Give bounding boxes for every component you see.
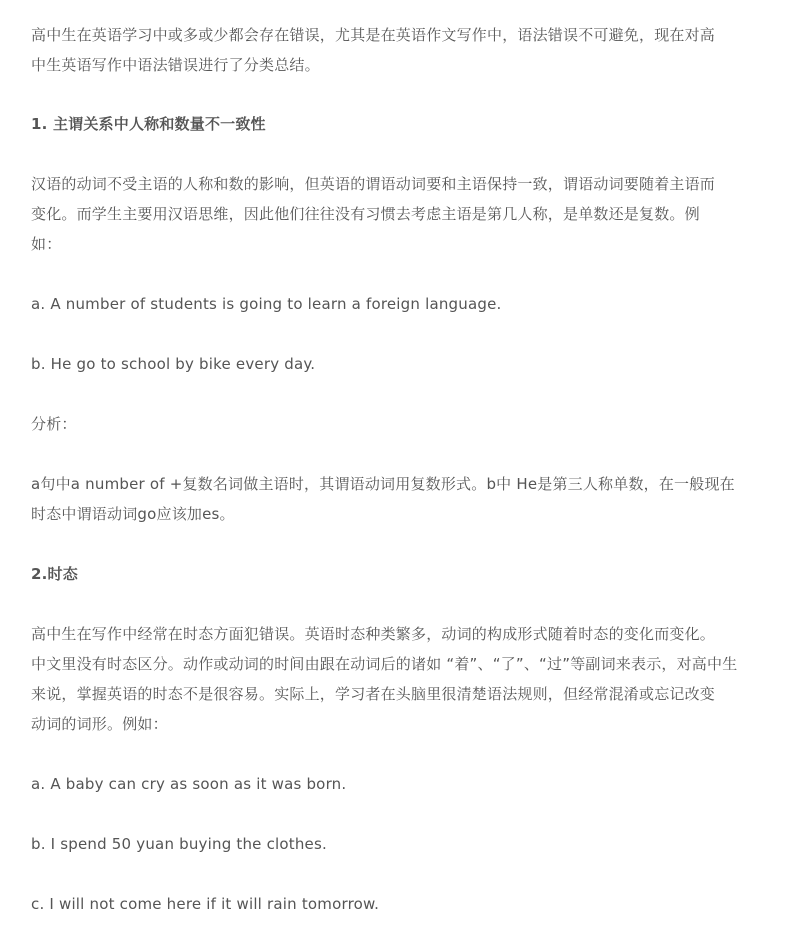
analysis-line: a句中a number of +复数名词做主语时，其谓语动词用复数形式。b中 He是第三人称单数，在一般现在 — [31, 475, 735, 493]
section-1-example-a: a. A number of students is going to learn a foreign language. — [31, 295, 502, 313]
section-2-heading: 2.时态 — [31, 565, 78, 583]
explanation-line: 来说，掌握英语的时态不是很容易。实际上，学习者在头脑里很清楚语法规则，但经常混淆或忘记改变 — [31, 685, 716, 703]
section-2-example-c: c. I will not come here if it will rain tomorrow. — [31, 895, 380, 913]
intro-paragraph — [31, 20, 761, 80]
explanation-line: 如： — [31, 235, 62, 253]
explanation-line: 高中生在写作中经常在时态方面犯错误。英语时态种类繁多，动词的构成形式随着时态的变化而变化。 — [31, 625, 716, 643]
explanation-line: 动词的词形。例如： — [31, 715, 168, 733]
intro-line: 中生英语写作中语法错误进行了分类总结。 — [31, 56, 320, 74]
section-1-heading: 1. 主谓关系中人称和数量不一致性 — [31, 115, 266, 133]
section-1-analysis — [31, 469, 761, 529]
section-2-example-a: a. A baby can cry as soon as it was born. — [31, 775, 347, 793]
explanation-line: 汉语的动词不受主语的人称和数的影响，但英语的谓语动词要和主语保持一致，谓语动词要随着主语而 — [31, 175, 716, 193]
intro-line: 高中生在英语学习中或多或少都会存在错误，尤其是在英语作文写作中，语法错误不可避免，现在对高 — [31, 26, 716, 44]
explanation-line: 变化。而学生主要用汉语思维，因此他们往往没有习惯去考虑主语是第几人称，是单数还是复数。例 — [31, 205, 700, 223]
section-1-example-b: b. He go to school by bike every day. — [31, 355, 316, 373]
section-2-example-b: b. I spend 50 yuan buying the clothes. — [31, 835, 327, 853]
analysis-line: 时态中谓语动词go应该加es。 — [31, 505, 235, 523]
analysis-label: 分析： — [31, 415, 77, 433]
section-2-explanation — [31, 619, 761, 739]
explanation-line: 中文里没有时态区分。动作或动词的时间由跟在动词后的诸如 “着”、“了”、“过”等副词来表示，对高中生 — [31, 655, 738, 673]
section-1-explanation — [31, 169, 761, 259]
